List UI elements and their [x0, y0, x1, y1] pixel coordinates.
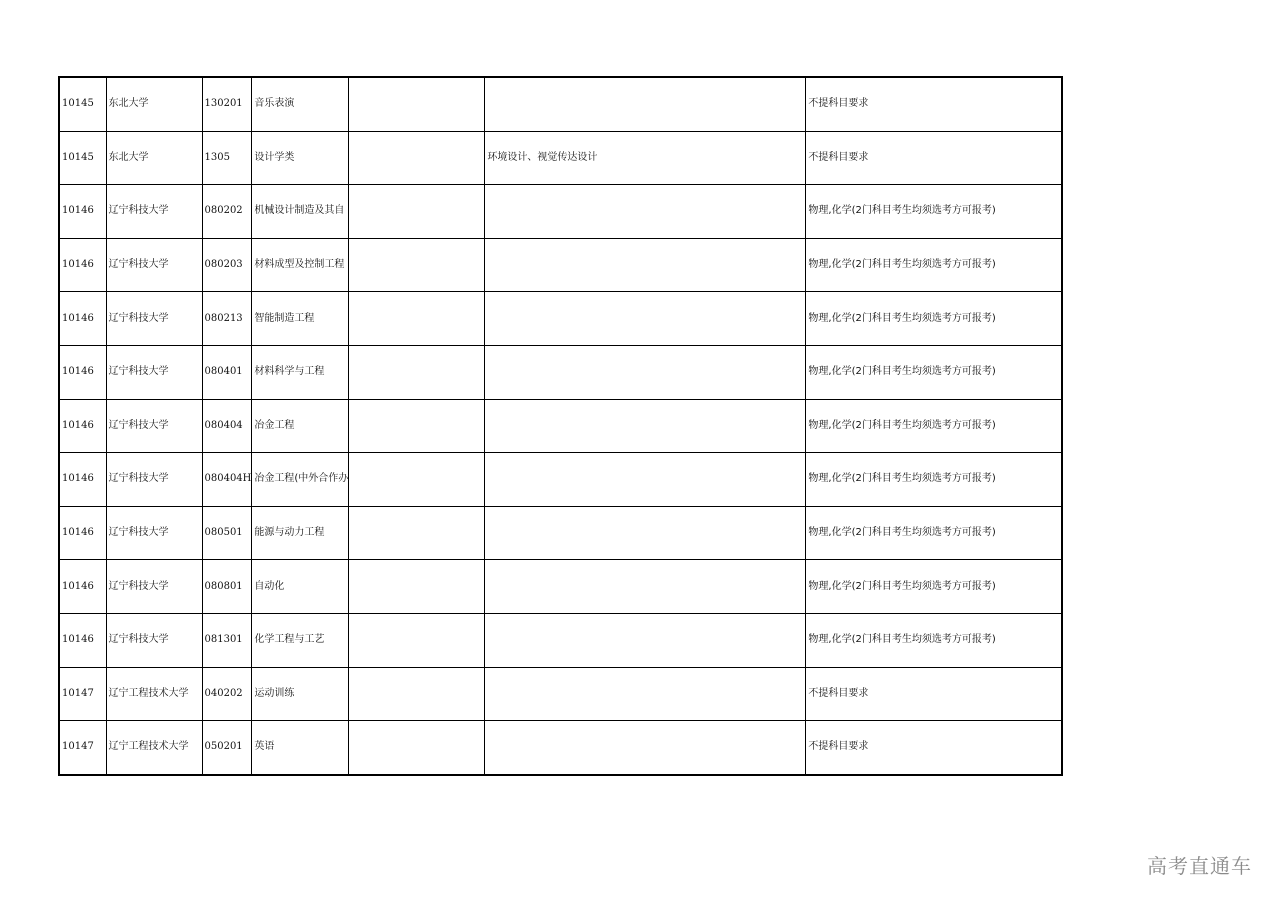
school-name-cell: 辽宁工程技术大学 — [106, 667, 202, 721]
included-majors-cell — [485, 667, 806, 721]
included-majors-cell — [485, 399, 806, 453]
school-code-cell: 10146 — [59, 399, 106, 453]
school-code-cell: 10146 — [59, 292, 106, 346]
school-name-cell: 辽宁科技大学 — [106, 560, 202, 614]
school-code-cell: 10146 — [59, 506, 106, 560]
school-code-cell: 10146 — [59, 613, 106, 667]
empty-cell — [349, 613, 485, 667]
empty-cell — [349, 185, 485, 239]
major-code-cell: 040202 — [202, 667, 252, 721]
major-name-cell: 冶金工程(中外合作办 — [252, 453, 349, 507]
school-name-cell: 辽宁科技大学 — [106, 345, 202, 399]
major-code-cell: 080501 — [202, 506, 252, 560]
school-name-cell: 辽宁科技大学 — [106, 292, 202, 346]
school-code-cell: 10145 — [59, 131, 106, 185]
major-name-cell: 机械设计制造及其自 — [252, 185, 349, 239]
empty-cell — [349, 667, 485, 721]
empty-cell — [349, 345, 485, 399]
major-name-cell: 智能制造工程 — [252, 292, 349, 346]
school-name-cell: 辽宁科技大学 — [106, 185, 202, 239]
included-majors-cell — [485, 77, 806, 131]
included-majors-cell — [485, 345, 806, 399]
school-name-cell: 辽宁科技大学 — [106, 453, 202, 507]
major-name-cell: 化学工程与工艺 — [252, 613, 349, 667]
subject-requirement-cell: 物理,化学(2门科目考生均须选考方可报考) — [806, 453, 1062, 507]
subject-requirement-cell: 不提科目要求 — [806, 721, 1062, 775]
major-code-cell: 080401 — [202, 345, 252, 399]
subject-requirement-cell: 物理,化学(2门科目考生均须选考方可报考) — [806, 238, 1062, 292]
table-row — [59, 613, 1062, 667]
major-name-cell: 设计学类 — [252, 131, 349, 185]
school-code-cell: 10146 — [59, 345, 106, 399]
major-code-cell: 080202 — [202, 185, 252, 239]
table-row — [59, 292, 1062, 346]
school-code-cell: 10145 — [59, 77, 106, 131]
subject-requirement-cell: 物理,化学(2门科目考生均须选考方可报考) — [806, 399, 1062, 453]
school-name-cell: 东北大学 — [106, 131, 202, 185]
table-body — [59, 77, 1062, 775]
subject-requirement-cell: 物理,化学(2门科目考生均须选考方可报考) — [806, 613, 1062, 667]
major-code-cell: 080404 — [202, 399, 252, 453]
school-code-cell: 10146 — [59, 560, 106, 614]
major-name-cell: 材料科学与工程 — [252, 345, 349, 399]
table-row — [59, 667, 1062, 721]
subject-requirement-cell: 不提科目要求 — [806, 667, 1062, 721]
major-name-cell: 冶金工程 — [252, 399, 349, 453]
major-code-cell: 080213 — [202, 292, 252, 346]
major-name-cell: 音乐表演 — [252, 77, 349, 131]
table-row — [59, 506, 1062, 560]
school-name-cell: 辽宁工程技术大学 — [106, 721, 202, 775]
included-majors-cell — [485, 238, 806, 292]
table-row — [59, 131, 1062, 185]
major-name-cell: 自动化 — [252, 560, 349, 614]
school-name-cell: 辽宁科技大学 — [106, 613, 202, 667]
table-row — [59, 560, 1062, 614]
school-code-cell: 10147 — [59, 667, 106, 721]
included-majors-cell — [485, 560, 806, 614]
empty-cell — [349, 238, 485, 292]
table-row — [59, 238, 1062, 292]
empty-cell — [349, 560, 485, 614]
major-code-cell: 080801 — [202, 560, 252, 614]
school-code-cell: 10147 — [59, 721, 106, 775]
major-code-cell: 080203 — [202, 238, 252, 292]
included-majors-cell — [485, 613, 806, 667]
table-row — [59, 345, 1062, 399]
admission-requirements-table — [58, 76, 1063, 776]
subject-requirement-cell: 不提科目要求 — [806, 131, 1062, 185]
table-row — [59, 185, 1062, 239]
included-majors-cell — [485, 292, 806, 346]
empty-cell — [349, 77, 485, 131]
school-code-cell: 10146 — [59, 453, 106, 507]
major-code-cell: 050201 — [202, 721, 252, 775]
major-code-cell: 1305 — [202, 131, 252, 185]
major-name-cell: 运动训练 — [252, 667, 349, 721]
school-code-cell: 10146 — [59, 238, 106, 292]
major-code-cell: 130201 — [202, 77, 252, 131]
major-name-cell: 能源与动力工程 — [252, 506, 349, 560]
empty-cell — [349, 131, 485, 185]
table-row — [59, 77, 1062, 131]
included-majors-cell — [485, 506, 806, 560]
school-name-cell: 辽宁科技大学 — [106, 399, 202, 453]
subject-requirement-cell: 物理,化学(2门科目考生均须选考方可报考) — [806, 560, 1062, 614]
included-majors-cell — [485, 453, 806, 507]
table-row — [59, 453, 1062, 507]
table-row — [59, 399, 1062, 453]
empty-cell — [349, 721, 485, 775]
school-name-cell: 辽宁科技大学 — [106, 506, 202, 560]
empty-cell — [349, 292, 485, 346]
school-name-cell: 东北大学 — [106, 77, 202, 131]
watermark-text: 高考直通车 — [1147, 854, 1252, 878]
major-code-cell: 080404H — [202, 453, 252, 507]
subject-requirement-cell: 物理,化学(2门科目考生均须选考方可报考) — [806, 185, 1062, 239]
major-name-cell: 英语 — [252, 721, 349, 775]
subject-requirement-cell: 物理,化学(2门科目考生均须选考方可报考) — [806, 345, 1062, 399]
subject-requirement-cell: 物理,化学(2门科目考生均须选考方可报考) — [806, 292, 1062, 346]
empty-cell — [349, 453, 485, 507]
table-row — [59, 721, 1062, 775]
empty-cell — [349, 506, 485, 560]
empty-cell — [349, 399, 485, 453]
subject-requirement-cell: 物理,化学(2门科目考生均须选考方可报考) — [806, 506, 1062, 560]
major-code-cell: 081301 — [202, 613, 252, 667]
included-majors-cell — [485, 185, 806, 239]
major-name-cell: 材料成型及控制工程 — [252, 238, 349, 292]
subject-requirement-cell: 不提科目要求 — [806, 77, 1062, 131]
school-name-cell: 辽宁科技大学 — [106, 238, 202, 292]
included-majors-cell: 环境设计、视觉传达设计 — [485, 131, 806, 185]
school-code-cell: 10146 — [59, 185, 106, 239]
included-majors-cell — [485, 721, 806, 775]
